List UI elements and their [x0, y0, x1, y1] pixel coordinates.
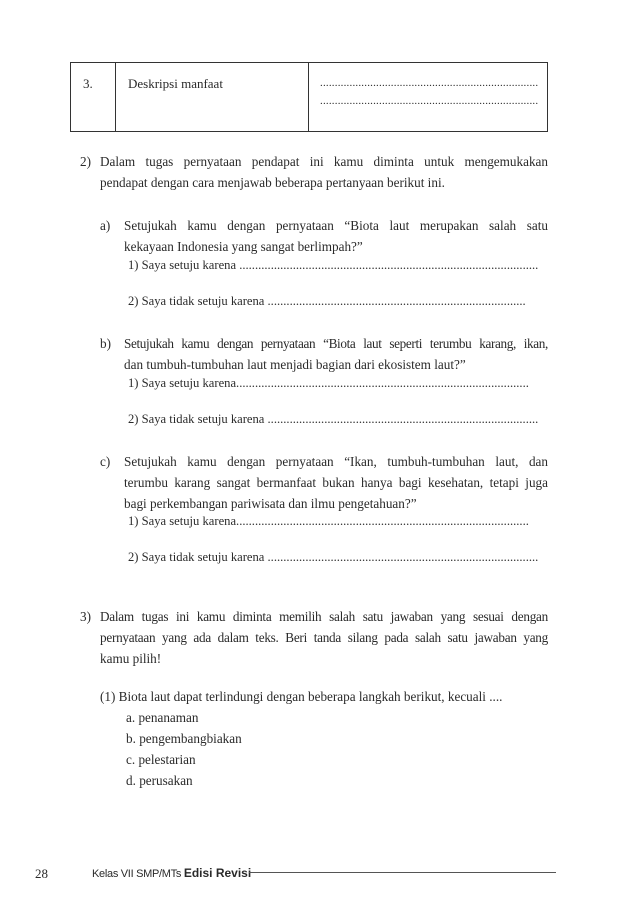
item-c-disagree-answer[interactable]: 2) Saya tidak setuju karena ......................................................................................	[128, 550, 539, 564]
intro-line: kamu pilih!	[100, 651, 162, 666]
intro-line: pernyataan yang ada dalam teks. Beri tanda silang pada salah satu jawaban yang	[100, 630, 548, 645]
question-line: kekayaan Indonesia yang sangat berlimpah?”	[124, 239, 363, 254]
section-3-intro	[100, 606, 548, 648]
table-divider	[308, 63, 309, 131]
item-b-agree-answer[interactable]: 1) Saya setuju karena.............................................................................................	[128, 376, 529, 390]
section-2-number: 2)	[80, 154, 91, 169]
book-title	[92, 866, 251, 880]
item-c-question	[124, 451, 548, 493]
edition-label: Edisi Revisi	[183, 866, 252, 880]
table-row-label: Deskripsi manfaat	[128, 76, 223, 91]
table-answer-line[interactable]: ..........................................................................	[320, 95, 539, 107]
intro-line: pendapat dengan cara menjawab beberapa pertanyaan berikut ini.	[100, 175, 445, 190]
item-a-disagree-answer[interactable]: 2) Saya tidak setuju karena ..................................................................................	[128, 294, 526, 308]
item-b-letter: b)	[100, 336, 111, 351]
option-c[interactable]: c. pelestarian	[126, 752, 196, 767]
intro-line: Dalam tugas ini kamu diminta memilih salah satu jawaban yang sesuai dengan	[100, 609, 548, 624]
question-line: bagi perkembangan pariwisata dan ilmu pengetahuan?”	[124, 496, 417, 511]
question-line: Setujukah kamu dengan pernyataan “Biota laut merupakan salah satu	[124, 218, 548, 233]
item-a-question	[124, 215, 548, 236]
question-line: dan tumbuh-tumbuhan laut menjadi bagian dari ekosistem laut?”	[124, 357, 466, 372]
table-row-number: 3.	[83, 76, 93, 91]
question-line: Setujukah kamu dengan pernyataan “Biota laut seperti terumbu karang, ikan,	[124, 336, 548, 351]
book-title-text: Kelas VII SMP/MTs	[92, 868, 182, 880]
question-1: (1) Biota laut dapat terlindungi dengan beberapa langkah berikut, kecuali ....	[100, 689, 503, 704]
table-answer-line[interactable]: ..........................................................................	[320, 77, 539, 89]
question-line: terumbu karang sangat bermanfaat bukan hanya bagi kesehatan, tetapi juga	[124, 475, 548, 490]
table-divider	[115, 63, 116, 131]
section-2-intro	[100, 151, 548, 172]
item-a-agree-answer[interactable]: 1) Saya setuju karena ...............................................................................................	[128, 258, 539, 272]
item-c-agree-answer[interactable]: 1) Saya setuju karena.............................................................................................	[128, 514, 529, 528]
option-a[interactable]: a. penanaman	[126, 710, 199, 725]
benefit-table	[70, 62, 548, 132]
option-b[interactable]: b. pengembangbiakan	[126, 731, 242, 746]
item-c-letter: c)	[100, 454, 111, 469]
option-d[interactable]: d. perusakan	[126, 773, 193, 788]
item-b-disagree-answer[interactable]: 2) Saya tidak setuju karena ......................................................................................	[128, 412, 539, 426]
footer-rule	[249, 872, 556, 873]
section-3-number: 3)	[80, 609, 91, 624]
intro-line: Dalam tugas pernyataan pendapat ini kamu diminta untuk mengemukakan	[100, 154, 548, 169]
item-b-question	[124, 333, 548, 354]
question-line: Setujukah kamu dengan pernyataan “Ikan, tumbuh-tumbuhan laut, dan	[124, 454, 548, 469]
page-number: 28	[35, 866, 48, 881]
item-a-letter: a)	[100, 218, 111, 233]
